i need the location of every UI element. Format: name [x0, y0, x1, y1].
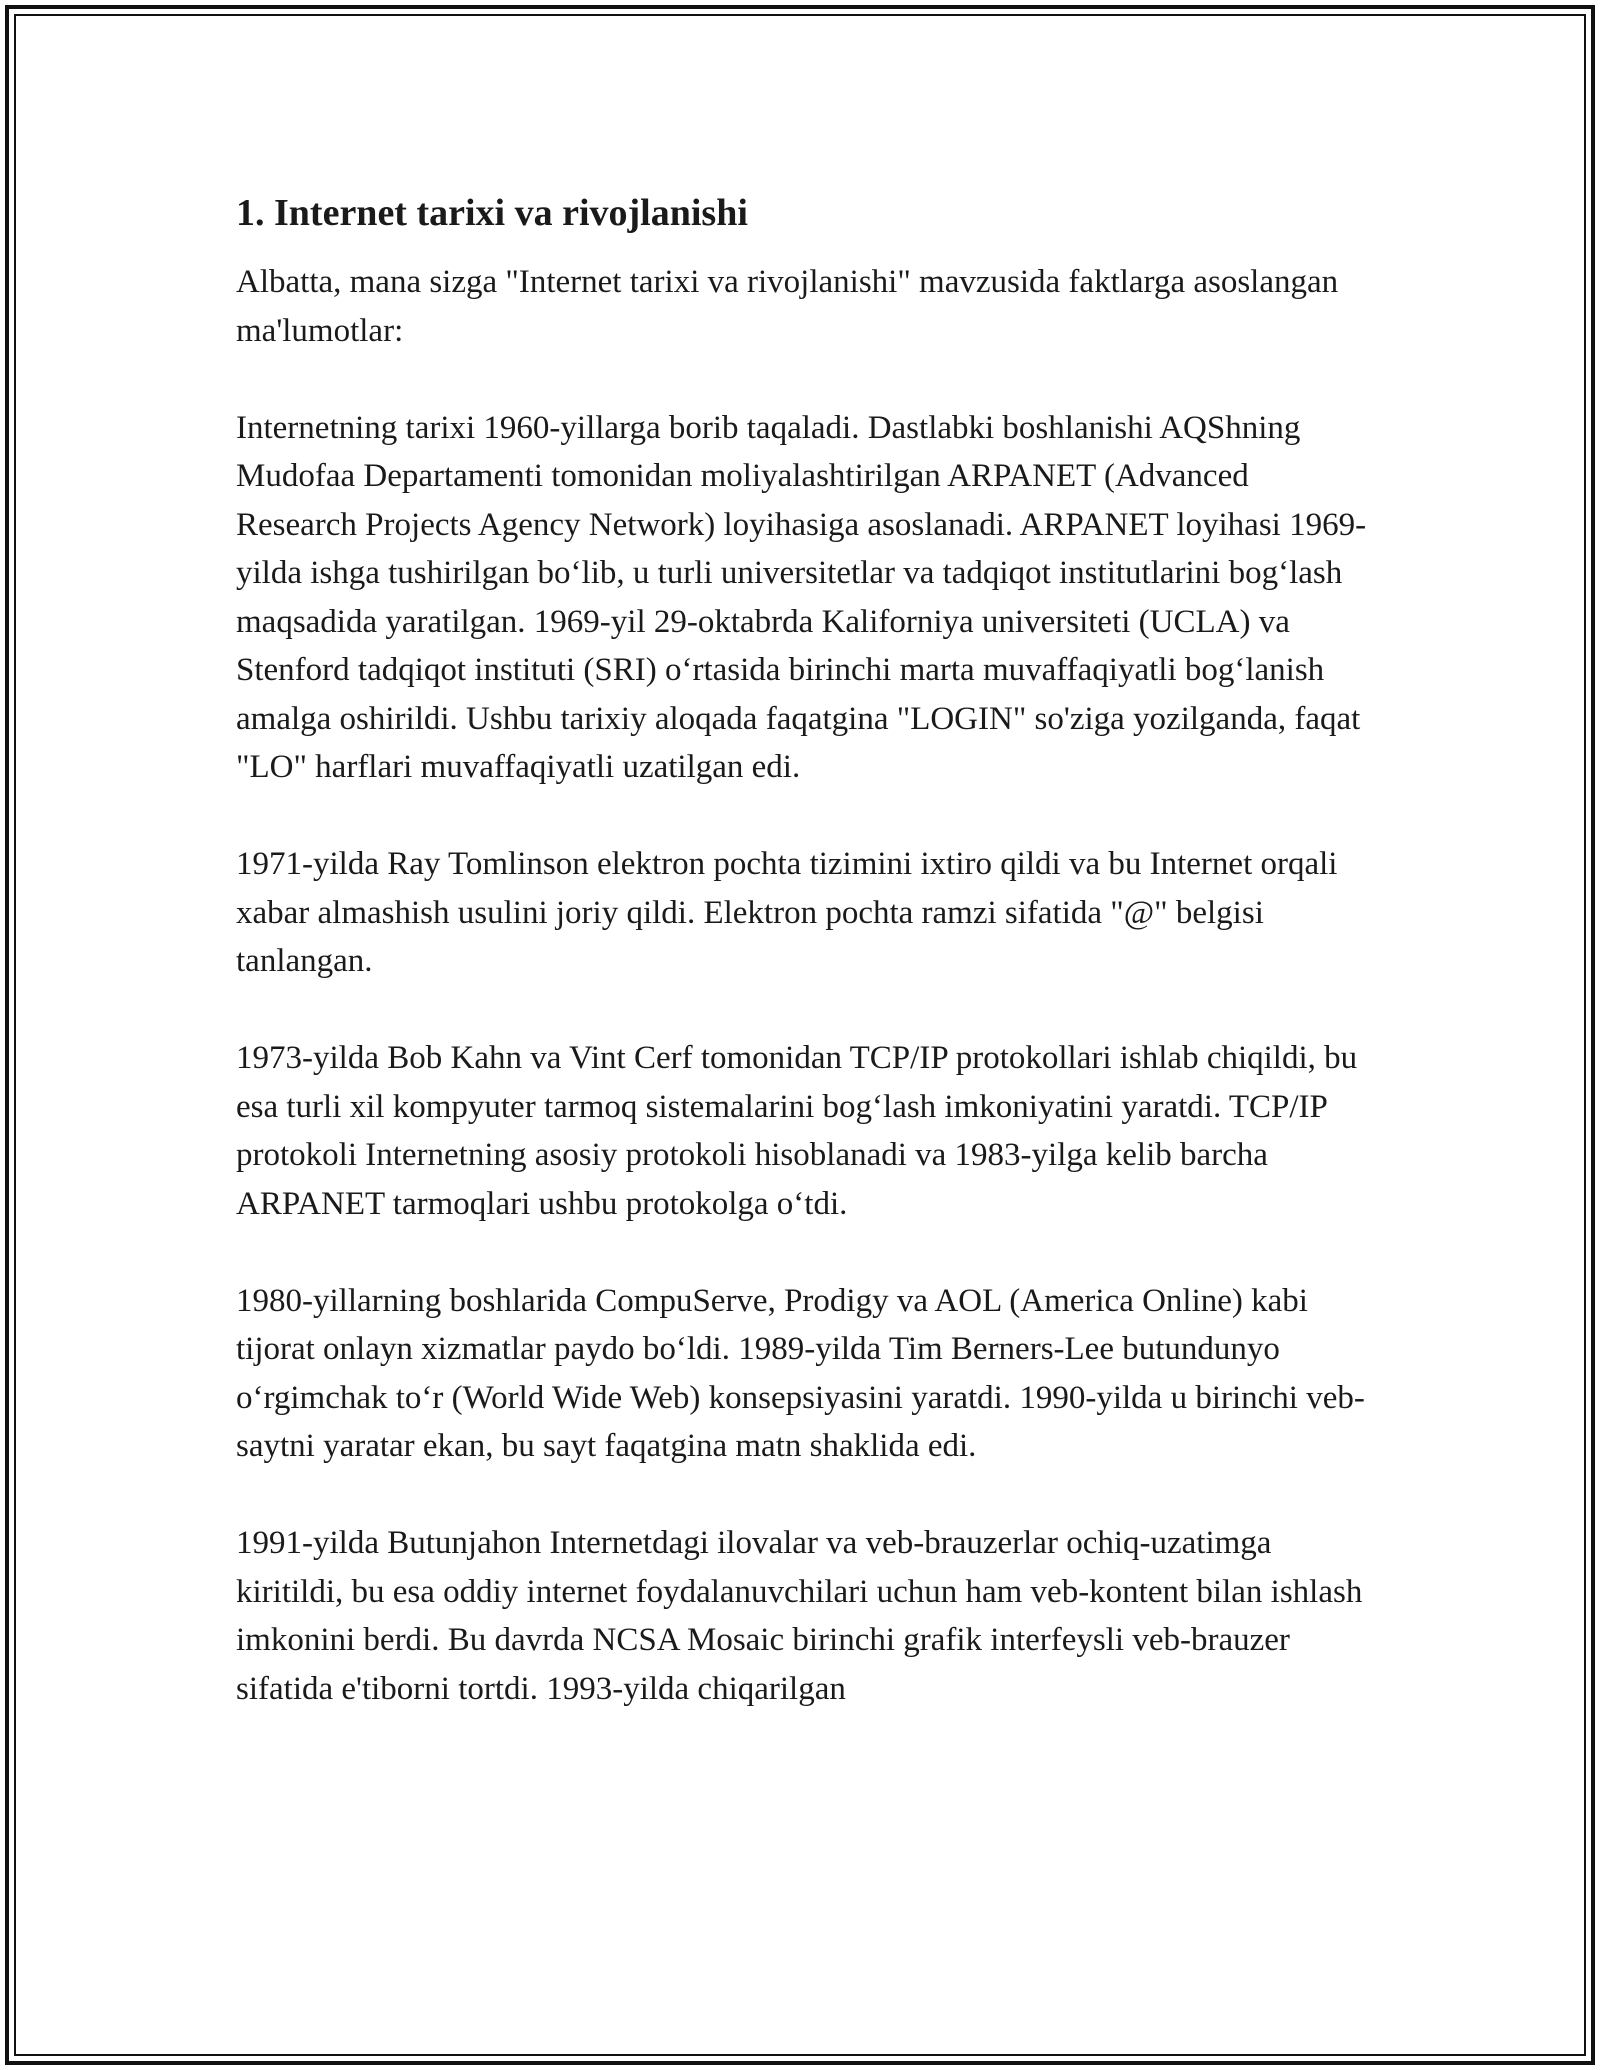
paragraph-arpanet: Internetning tarixi 1960-yillarga borib taqaladi. Dastlabki boshlanishi AQShning Mudofaa Departamenti tomonidan moliyalashtirilgan ARPANET (Advanced Research Projects Agency Network) loyihasiga asoslanadi. ARPANET loyihasi 1969-yilda ishga tushirilgan bo‘lib, u turli universitetlar va tadqiqot institutlarini bog‘lash maqsadida yaratilgan. 1969-yil 29-oktabrda Kaliforniya universiteti (UCLA) va Stenford tadqiqot instituti (SRI) o‘rtasida birinchi marta muvaffaqiyatli bog‘lanish amalga oshirildi. Ushbu tarixiy aloqada faqatgina "LOGIN" so'ziga yozilganda, faqat "LO" harflari muvaffaqiyatli uzatilgan edi. [236, 409, 1367, 785]
paragraph-intro: Albatta, mana sizga "Internet tarixi va rivojlanishi" mavzusida faktlarga asoslangan ma'lumotlar: [236, 264, 1339, 349]
paragraph-tcp-ip: 1973-yilda Bob Kahn va Vint Cerf tomonidan TCP/IP protokollari ishlab chiqildi, bu esa turli xil kompyuter tarmoq sistemalarini bog‘lash imkoniyatini yaratdi. TCP/IP protokoli Internetning asosiy protokoli hisoblanadi va 1983-yilga kelib barcha ARPANET tarmoqlari ushbu protokolga o‘tdi. [236, 1040, 1358, 1222]
paragraph-www: 1980-yillarning boshlarida CompuServe, Prodigy va AOL (America Online) kabi tijorat onlayn xizmatlar paydo bo‘ldi. 1989-yilda Tim Berners-Lee butundunyo o‘rgimchak to‘r (World Wide Web) konsepsiyasini yaratdi. 1990-yilda u birinchi veb-saytni yaratar ekan, bu sayt faqatgina matn shaklida edi. [236, 1282, 1365, 1464]
paragraph-email: 1971-yilda Ray Tomlinson elektron pochta tizimini ixtiro qildi va bu Internet orqali xabar almashish usulini joriy qildi. Elektron pochta ramzi sifatida "@" belgisi tanlangan. [236, 846, 1338, 979]
section-heading: 1. Internet tarixi va rivojlanishi [236, 192, 748, 234]
paragraph-browsers: 1991-yilda Butunjahon Internetdagi ilovalar va veb-brauzerlar ochiq-uzatimga kiritildi, bu esa oddiy internet foydalanuvchilari uchun ham veb-kontent bilan ishlash imkonini berdi. Bu davrda NCSA Mosaic birinchi grafik interfeysli veb-brauzer sifatida e'tiborni tortdi. 1993-yilda chiqarilgan [236, 1525, 1363, 1707]
document-body [236, 188, 1376, 1762]
